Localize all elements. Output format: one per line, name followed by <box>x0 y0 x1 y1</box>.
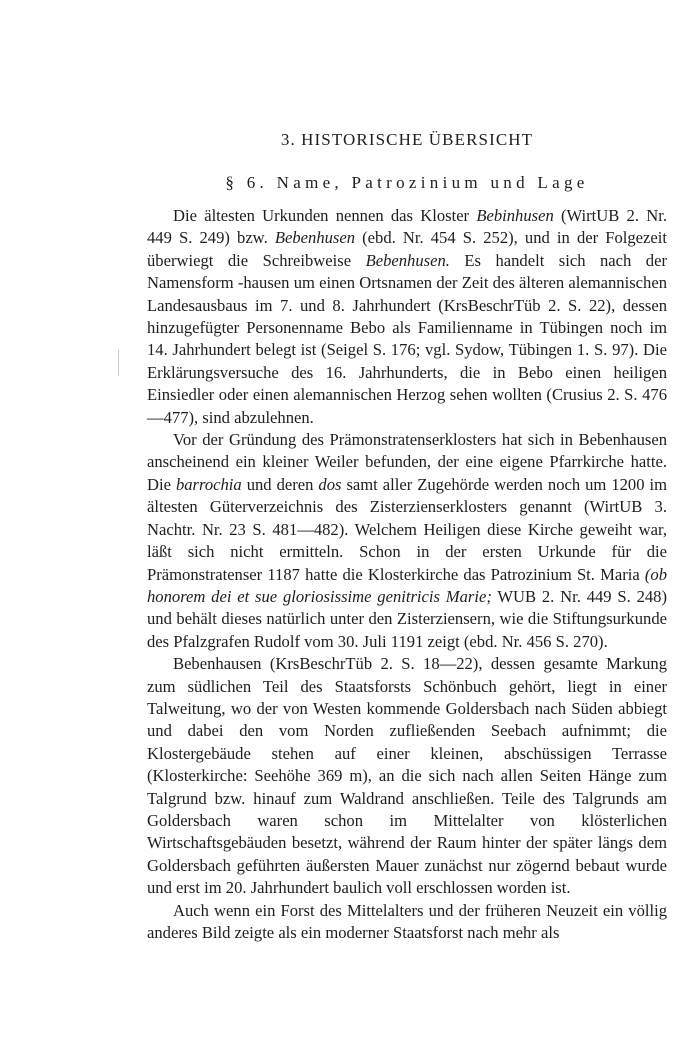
chapter-title: 3. HISTORISCHE ÜBERSICHT <box>280 130 534 149</box>
text-run: samt aller Zugehörde werden noch um 1200 im ältesten Güterverzeichnis des Zisterzienserklosters genannt (WirtUB 3. Nachtr. Nr. 23 S. 481—482). Welchem Heiligen diese Kirche geweiht war, läßt sich nicht ermitteln. Schon in der ersten Urkunde für die Prämonstratenser 1187 hatte die Klosterkirche das Patrozinium St. Maria <box>147 474 668 584</box>
paragraph <box>147 900 667 945</box>
paragraph <box>147 653 667 899</box>
body-text <box>147 205 667 944</box>
text-run: Vor der Gründung des Prämonstratenserklosters hat sich in Bebenhausen anscheinend ein kleiner Weiler befunden, der eine eigene Pfarrkirche hatte. Die <box>147 430 667 494</box>
italic-text: Bebenhusen. <box>365 250 450 270</box>
text-run: und deren <box>241 474 319 494</box>
italic-text: Bebenhusen <box>274 228 356 248</box>
text-run: Auch wenn ein Forst des Mittelalters und der früheren Neuzeit ein völlig anderes Bild zeigte als ein moderner Staatsforst nach mehr als <box>147 900 667 942</box>
text-run: (WirtUB 2. Nr. 449 S. 249) bzw. <box>147 206 667 248</box>
text-run: (ebd. Nr. 454 S. 252), und in der Folgezeit überwiegt die Schreibweise <box>147 228 668 270</box>
italic-text: (ob honorem dei et sue gloriosissime genitricis Marie; <box>147 564 667 606</box>
section-title: § 6. Name, Patrozinium und Lage <box>225 173 589 192</box>
text-run: Bebenhausen (KrsBeschrTüb 2. S. 18—22), dessen gesamte Markung zum südlichen Teil des Staatsforsts Schönbuch gehört, liegt in einer Talweitung, wo der von Westen kommende Goldersbach nach Süden abbiegt und dabei den vom Norden zufließenden Seebach aufnimmt; die Klostergebäude stehen auf einer kleinen, abschüssigen Terrasse (Klosterkirche: Seehöhe 369 m), an die sich nach allen Seiten Hänge zum Talgrund bzw. hinauf zum Waldrand anschließen. Teile des Talgrunds am Goldersbach waren schon im Mittelalter von klösterlichen Wirtschaftsgebäuden besetzt, während der Raum hinter der später längs dem Goldersbach geführten äußersten Mauer zunächst nur zögernd bebaut wurde und erst im 20. Jahrhundert baulich voll erschlossen worden ist. <box>147 654 667 898</box>
paragraph <box>147 205 667 429</box>
text-run: WUB 2. Nr. 449 S. 248) und behält dieses natürlich unter den Zisterziensern, wie die Stiftungsurkunde des Pfalzgrafen Rudolf vom 30. Juli 1191 zeigt (ebd. Nr. 456 S. 270). <box>147 586 667 651</box>
text-run: Die ältesten Urkunden nennen das Kloster <box>173 206 477 225</box>
italic-text: barrochia <box>175 474 242 494</box>
italic-text: Bebinhusen <box>476 206 554 225</box>
paragraph <box>147 429 667 653</box>
italic-text: dos <box>318 474 342 494</box>
text-run: Es handelt sich nach der Namensform -hausen um einen Ortsnamen der Zeit des älteren alemannischen Landesausbaus im 7. und 8. Jahrhundert (KrsBeschrTüb 2. S. 22), dessen hinzugefügter Personenname Bebo als Familienname in Tübingen noch im 14. Jahrhundert belegt ist (Seigel S. 176; vgl. Sydow, Tübingen 1. S. 97). Die Erklärungsversuche des 16. Jahrhunderts, die in Bebo einen heiligen Einsiedler oder einen alemannischen Herzog sehen wollten (Crusius 2. S. 476—477), sind abzulehnen. <box>147 250 667 427</box>
margin-mark <box>118 350 119 376</box>
